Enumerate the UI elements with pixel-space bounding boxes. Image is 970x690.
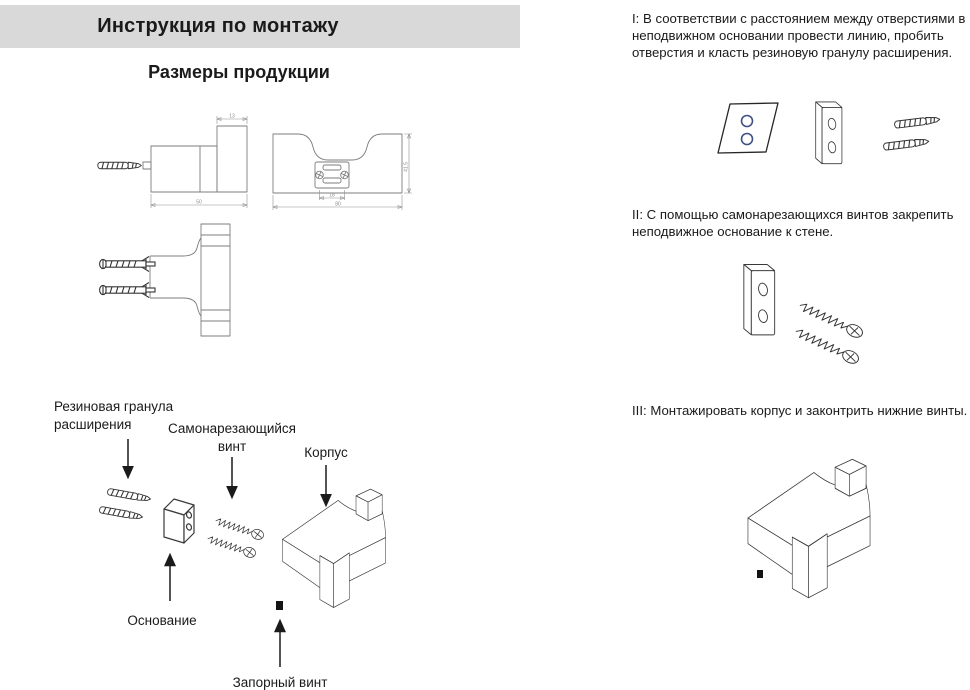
dimension-bottom <box>151 194 247 208</box>
hook-body-icon <box>748 459 870 597</box>
lock-screw-icon <box>757 570 763 578</box>
marking-template-icon <box>718 103 778 153</box>
anchor-with-screw-icon <box>100 257 155 272</box>
base-label: Основание <box>127 613 197 628</box>
section-subtitle: Размеры продукции <box>148 62 330 82</box>
wall-anchor-icon <box>894 116 940 128</box>
front-view-drawing <box>268 120 416 220</box>
fillet-bottom <box>150 298 201 316</box>
dimension-height <box>404 134 413 193</box>
svg-text:50: 50 <box>196 199 202 206</box>
svg-text:13: 13 <box>229 113 235 120</box>
self-tapping-screw-icon <box>214 515 265 541</box>
hook-body-icon <box>282 489 385 607</box>
svg-text:18: 18 <box>329 192 335 199</box>
step-1-text: I: В соответствии с расстоянием между отверстиями в неподвижном основании провести линию, пробить отверстия и класть резиновую гранулу расширения. <box>632 11 966 60</box>
hook-bar-outline <box>201 224 230 336</box>
dimension-inner <box>320 190 345 200</box>
base-plate-icon <box>744 264 775 334</box>
page-title: Инструкция по монтажу <box>97 15 339 37</box>
screw-label-line2: винт <box>217 439 247 454</box>
wall-anchor-icon <box>99 506 143 520</box>
dimension-outer <box>273 192 402 210</box>
side-view-drawing <box>95 108 270 220</box>
body-label: Корпус <box>304 445 348 460</box>
wall-anchor-icon <box>98 162 142 169</box>
svg-text:41.5: 41.5 <box>403 162 410 172</box>
svg-text:80: 80 <box>335 201 341 208</box>
mounting-plate <box>314 162 349 188</box>
anchor-label-line2: расширения <box>54 417 132 432</box>
dimension-top <box>217 114 247 125</box>
wall-anchor-icon <box>883 138 929 150</box>
body-silhouette <box>273 134 402 193</box>
hook-upturn-outline <box>217 126 247 192</box>
step-3-text: III: Монтажировать корпус и законтрить нижние винты. <box>632 403 968 418</box>
screw-tip <box>143 162 151 169</box>
exploded-diagram <box>40 395 420 690</box>
lock-screw-icon <box>276 601 283 610</box>
top-view-drawing <box>93 222 243 357</box>
step-1-illustration <box>690 92 970 197</box>
step-2-illustration <box>715 252 925 392</box>
step-2-text: II: С помощью самонарезающихся винтов закрепить неподвижное основание к стене. <box>632 207 954 239</box>
base-block-icon <box>164 499 194 543</box>
screw-label: Самонарезающийся <box>168 421 296 436</box>
flange-lines <box>201 235 230 321</box>
hook-arm-outline <box>151 146 217 192</box>
self-tapping-screw-icon <box>206 533 257 559</box>
anchor-with-screw-icon <box>100 283 155 298</box>
wall-anchor-icon <box>107 488 151 502</box>
anchor-label: Резиновая гранула <box>54 399 174 414</box>
base-plate-icon <box>816 102 842 164</box>
lock-screw-label: Запорный винт <box>232 675 328 690</box>
fillet-top <box>150 238 201 256</box>
step-3-illustration <box>730 440 965 615</box>
